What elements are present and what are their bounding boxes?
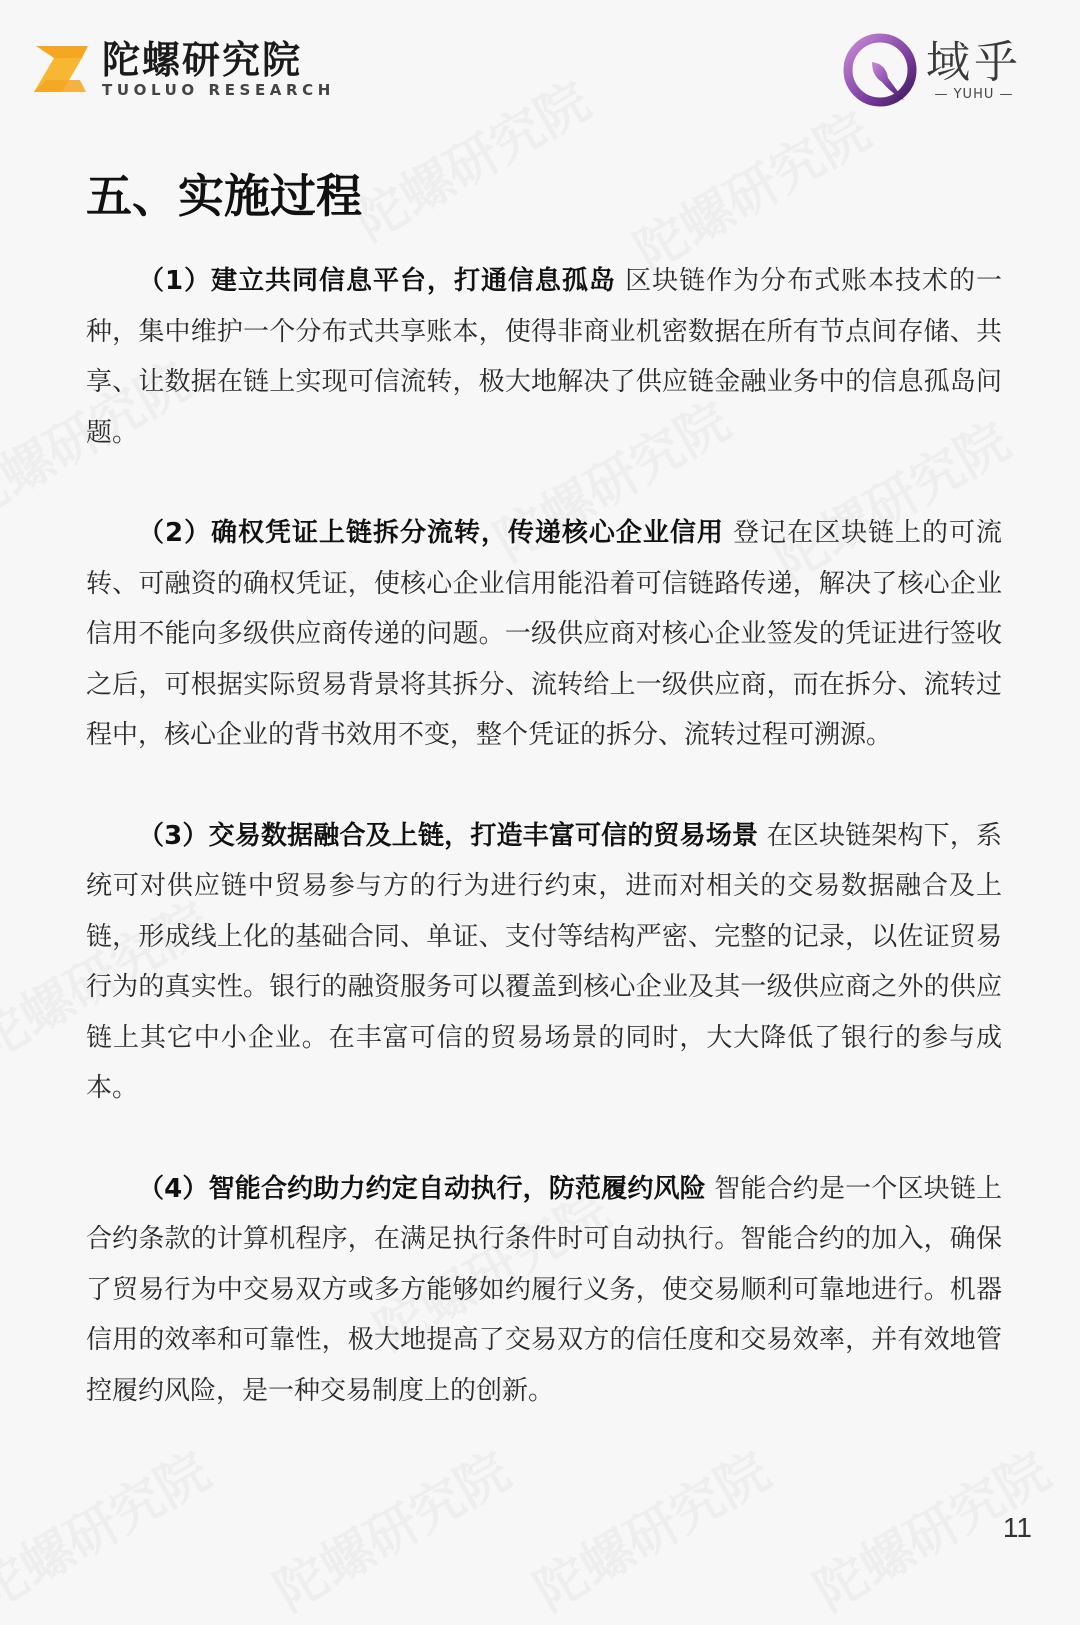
partner-name-cn: 域乎: [926, 36, 1022, 88]
section-heading: （4）智能合约助力约定自动执行，防范履约风险: [138, 1173, 706, 1204]
section-text: 区块链作为分布式账本技术的一种，集中维护一个分布式共享账本，使得非商业机密数据在所有节点间存储、共享、让数据在链上实现可信流转，极大地解决了供应链金融业务中的信息孤岛问题。: [86, 266, 1002, 448]
page-title: 五、实施过程: [86, 169, 362, 223]
section-heading: （3）交易数据融合及上链，打造丰富可信的贸易场景: [138, 820, 759, 851]
section-paragraph: [86, 811, 1002, 1114]
z-logo-icon: [30, 38, 92, 100]
section-heading: （2）确权凭证上链拆分流转，传递核心企业信用: [138, 518, 724, 548]
page-number: 11: [1002, 1512, 1032, 1543]
yuhu-logo: [842, 32, 1022, 108]
section-paragraph: [86, 508, 1002, 761]
section-paragraph: [86, 1164, 1002, 1417]
section-paragraph: [86, 256, 1002, 458]
article-body: [86, 256, 1002, 1466]
watermark: [339, 60, 602, 255]
brand-name-cn: 陀螺研究院: [102, 38, 303, 82]
section-heading: （1）建立共同信息平台，打通信息孤岛: [138, 266, 616, 296]
yuhu-emblem-icon: [842, 32, 922, 108]
section-text: 登记在区块链上的可流转、可融资的确权凭证，使核心企业信用能沿着可信链路传递，解决了核心企业信用不能向多级供应商传递的问题。一级供应商对核心企业签发的凭证进行签收之后，可根据实际贸易背景将其拆分、流转给上一级供应商，而在拆分、流转过程中，核心企业的背书效用不变，整个凭证的拆分、流转过程可溯源。: [86, 518, 1003, 750]
section-text: 智能合约是一个区块链上合约条款的计算机程序，在满足执行条件时可自动执行。智能合约的加入，确保了贸易行为中交易双方或多方能够如约履行义务，使交易顺利可靠地进行。机器信用的效率和可靠性，极大地提高了交易双方的信任度和交易效率，并有效地管控履约风险，是一种交易制度上的创新。: [86, 1173, 1003, 1406]
tuoluo-logo: [30, 38, 335, 100]
brand-name-en: TUOLUO RESEARCH: [102, 81, 335, 99]
partner-name-en: — YUHU —: [934, 86, 1014, 102]
section-text: 在区块链架构下，系统可对供应链中贸易参与方的行为进行约束，进而对相关的交易数据融合及上链，形成线上化的基础合同、单证、支付等结构严密、完整的记录，以佐证贸易行为的真实性。银行的融资服务可以覆盖到核心企业及其一级供应商之外的供应链上其它中小企业。在丰富可信的贸易场景的同时，大大降低了银行的参与成本。: [86, 820, 1003, 1103]
